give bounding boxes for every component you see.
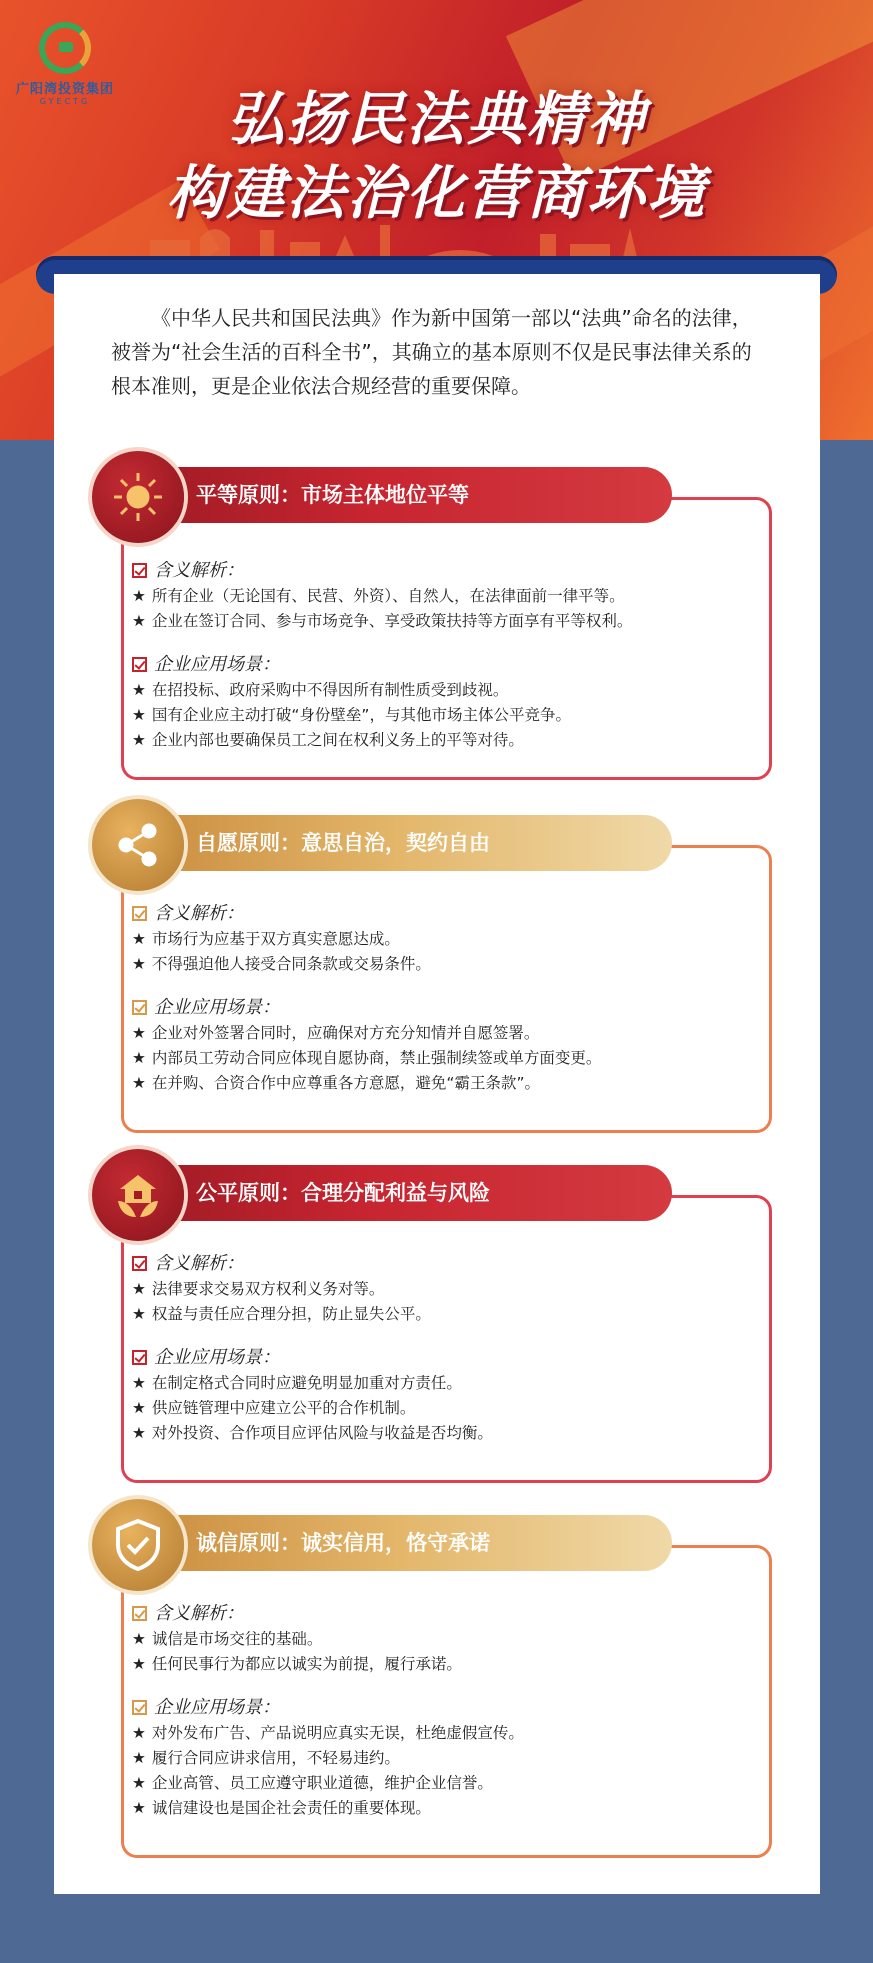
star-icon: ★ [132, 1799, 146, 1817]
star-icon: ★ [132, 1724, 146, 1742]
logo-icon [39, 22, 91, 74]
scene-label-text: 企业应用场景： [154, 1347, 280, 1368]
item-text: 法律要求交易双方权利义务对等。 [151, 1280, 385, 1298]
item-text: 任何民事行为都应以诚实为前提，履行承诺。 [151, 1655, 462, 1673]
star-icon: ★ [132, 1305, 146, 1323]
list-item [132, 1652, 762, 1677]
list-item [132, 1302, 762, 1327]
checkbox-icon [132, 657, 147, 672]
list-item [132, 1371, 762, 1396]
item-text: 企业内部也要确保员工之间在权利义务上的平等对待。 [151, 731, 524, 749]
star-icon: ★ [132, 612, 146, 630]
section-voluntariness [92, 815, 772, 1130]
item-text: 企业在签订合同、参与市场竞争、享受政策扶持等方面享有平等权利。 [151, 612, 633, 630]
meaning-label [132, 1251, 762, 1277]
section-heading: 自愿原则：意思自治，契约自由 [122, 815, 672, 871]
item-text: 不得强迫他人接受合同条款或交易条件。 [151, 955, 431, 973]
meaning-label [132, 558, 762, 584]
sun-icon [92, 451, 184, 543]
item-text: 企业对外签署合同时，应确保对方充分知情并自愿签署。 [151, 1024, 540, 1042]
item-text: 内部员工劳动合同应体现自愿协商，禁止强制续签或单方面变更。 [151, 1049, 602, 1067]
meaning-label-text: 含义解析： [154, 1603, 244, 1624]
scene-label [132, 1345, 762, 1371]
list-item [132, 703, 762, 728]
list-item [132, 584, 762, 609]
scene-label [132, 652, 762, 678]
item-text: 国有企业应主动打破“身份壁垒”，与其他市场主体公平竞争。 [151, 706, 571, 724]
meaning-label-text: 含义解析： [154, 903, 244, 924]
item-text: 供应链管理中应建立公平的合作机制。 [151, 1399, 416, 1417]
list-item [132, 678, 762, 703]
intro-paragraph: 《中华人民共和国民法典》作为新中国第一部以“法典”命名的法律，被誉为“社会生活的百科全书”，其确立的基本原则不仅是民事法律关系的根本准则，更是企业依法合规经营的重要保障。 [111, 306, 752, 398]
star-icon: ★ [132, 1049, 146, 1067]
list-item [132, 1796, 762, 1821]
item-text: 对外投资、合作项目应评估风险与收益是否均衡。 [151, 1424, 493, 1442]
star-icon: ★ [132, 1630, 146, 1648]
item-text: 在制定格式合同时应避免明显加重对方责任。 [151, 1374, 462, 1392]
star-icon: ★ [132, 587, 146, 605]
list-item [132, 927, 762, 952]
star-icon: ★ [132, 731, 146, 749]
section-heading: 平等原则：市场主体地位平等 [122, 467, 672, 523]
logo-name: 广阳湾投资集团 [15, 82, 114, 97]
star-icon: ★ [132, 1774, 146, 1792]
section-equality [92, 467, 772, 777]
title-line-1: 弘扬民法典精神 [226, 85, 647, 153]
star-icon: ★ [132, 1074, 146, 1092]
meaning-label [132, 1601, 762, 1627]
title-line-2: 构建法治化营商环境 [166, 159, 707, 227]
scene-label [132, 995, 762, 1021]
star-icon: ★ [132, 1374, 146, 1392]
section-honesty [92, 1515, 772, 1855]
list-item [132, 1021, 762, 1046]
item-text: 所有企业（无论国有、民营、外资）、自然人，在法律面前一律平等。 [151, 587, 625, 605]
star-icon: ★ [132, 1424, 146, 1442]
star-icon: ★ [132, 681, 146, 699]
item-text: 市场行为应基于双方真实意愿达成。 [151, 930, 400, 948]
star-icon: ★ [132, 1024, 146, 1042]
item-text: 诚信建设也是国企社会责任的重要体现。 [151, 1799, 431, 1817]
star-icon: ★ [132, 1749, 146, 1767]
list-item [132, 609, 762, 634]
checkbox-icon [132, 1606, 147, 1621]
star-icon: ★ [132, 955, 146, 973]
star-icon: ★ [132, 706, 146, 724]
house-leaf-icon [92, 1149, 184, 1241]
checkbox-icon [132, 1700, 147, 1715]
item-text: 在并购、合资合作中应尊重各方意愿，避免“霸王条款”。 [151, 1074, 540, 1092]
meaning-label [132, 901, 762, 927]
section-heading: 公平原则：合理分配利益与风险 [122, 1165, 672, 1221]
star-icon: ★ [132, 1280, 146, 1298]
list-item [132, 1396, 762, 1421]
list-item [132, 1277, 762, 1302]
list-item [132, 728, 762, 753]
list-item [132, 1071, 762, 1096]
list-item [132, 1046, 762, 1071]
star-icon: ★ [132, 1399, 146, 1417]
checkbox-icon [132, 1350, 147, 1365]
list-item [132, 1771, 762, 1796]
star-icon: ★ [132, 1655, 146, 1673]
item-text: 履行合同应讲求信用，不轻易违约。 [151, 1749, 400, 1767]
item-text: 诚信是市场交往的基础。 [151, 1630, 323, 1648]
item-text: 企业高管、员工应遵守职业道德，维护企业信誉。 [151, 1774, 493, 1792]
list-item [132, 1746, 762, 1771]
checkbox-icon [132, 906, 147, 921]
checkbox-icon [132, 563, 147, 578]
list-item [132, 1721, 762, 1746]
list-item [132, 1421, 762, 1446]
scene-label-text: 企业应用场景： [154, 997, 280, 1018]
meaning-label-text: 含义解析： [154, 560, 244, 581]
scene-label [132, 1695, 762, 1721]
checkbox-icon [132, 1256, 147, 1271]
share-icon [92, 799, 184, 891]
list-item [132, 952, 762, 977]
list-item [132, 1627, 762, 1652]
item-text: 在招投标、政府采购中不得因所有制性质受到歧视。 [151, 681, 509, 699]
shield-check-icon [92, 1499, 184, 1591]
checkbox-icon [132, 1000, 147, 1015]
scene-label-text: 企业应用场景： [154, 654, 280, 675]
scene-label-text: 企业应用场景： [154, 1697, 280, 1718]
item-text: 权益与责任应合理分担，防止显失公平。 [151, 1305, 431, 1323]
logo-en: GYECTG [39, 97, 91, 106]
star-icon: ★ [132, 930, 146, 948]
section-heading: 诚信原则：诚实信用，恪守承诺 [122, 1515, 672, 1571]
meaning-label-text: 含义解析： [154, 1253, 244, 1274]
section-fairness [92, 1165, 772, 1480]
item-text: 对外发布广告、产品说明应真实无误，杜绝虚假宣传。 [151, 1724, 524, 1742]
